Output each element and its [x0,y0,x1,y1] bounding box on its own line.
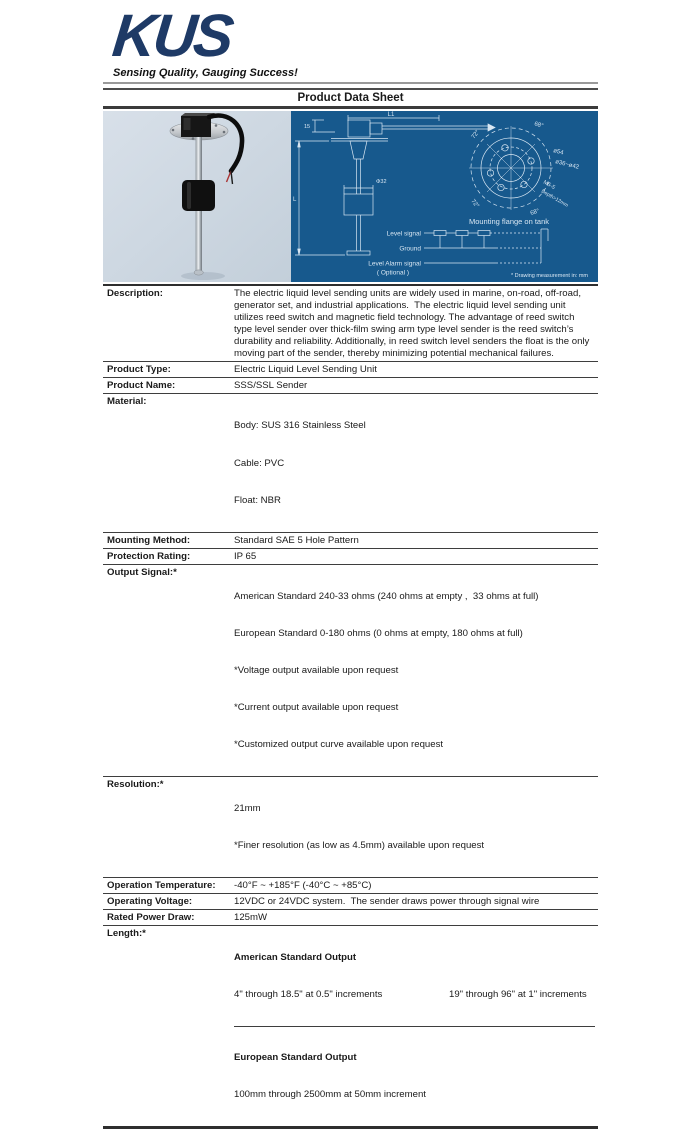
logo-tagline: Sensing Quality, Gauging Success! [113,67,298,79]
operating-voltage-value: 12VDC or 24VDC system. The sender draws power through signal wire [230,894,598,910]
spec-table [103,284,598,1129]
row-mounting-method [103,532,598,548]
output-signal-line: American Standard 240-33 ohms (240 ohms at empty , 33 ohms at full) [234,590,539,602]
row-label: Mounting Method: [103,532,230,548]
material-body: Body: SUS 316 Stainless Steel [234,420,366,432]
row-label: Description: [107,288,163,299]
resolution-line: 21mm [234,803,261,815]
flange-angle-bottom: 68° [529,208,541,217]
shaft-end-cap [194,270,203,275]
sender-head-face [184,118,191,130]
flange-caption: Mounting flange on tank [468,217,550,226]
row-length [103,926,598,1127]
flange-thread-depth: Depth>12mm [540,188,570,209]
rated-power-draw-value: 125mW [230,910,598,926]
row-product-name [103,378,598,394]
row-output-signal [103,564,598,776]
output-signal-line: *Voltage output available upon request [234,664,399,676]
flange-bolt-hole [215,124,218,127]
row-label: Product Name: [103,378,230,394]
flange-angle-top: 68° [533,121,544,130]
length-sub-divider [234,1026,595,1027]
kus-logo: KUS [109,2,235,69]
row-product-type [103,362,598,378]
length-european-line: 100mm through 2500mm at 50mm increment [234,1088,426,1100]
length-american-right: 19" through 96" at 1" increments [449,989,587,1001]
product-photo-svg [103,111,291,282]
row-material [103,394,598,532]
output-signal-line: European Standard 0-180 ohms (0 ohms at empty, 180 ohms at full) [234,627,523,639]
sheet-title: Product Data Sheet [297,92,404,104]
dim-float-diameter-label: Φ32 [376,179,387,185]
flange-thread-spec: M5-5 [542,179,556,191]
material-float: Float: NBR [234,494,281,506]
row-operation-temperature [103,878,598,894]
wiring-ground-label: Ground [399,245,421,253]
logo-block [103,2,598,79]
row-label: Operation Temperature: [103,878,230,894]
figure-panel [103,111,598,282]
document-content [103,2,598,1129]
length-american-left: 4" through 18.5" at 0.5" increments [234,989,383,1001]
row-label: Operating Voltage: [103,894,230,910]
wiring-optional-label: ( Optional ) [376,269,409,277]
flange-bolt-hole [223,131,226,134]
shaft-upper [196,137,203,182]
protection-rating-value: IP 65 [230,548,598,564]
flange-bolt-hole [172,129,175,132]
technical-drawing-svg [291,111,598,282]
dim-l-label: L [293,197,297,203]
description-text: The electric liquid level sending units are widely used in marine, on-road, off-road, generator set, and industrial applications. The electric liquid level sending unit utilizes reed switch and magnetic field technology. The advantage of reed switch type level sender over thick-film swing arm type level sender is the reed switch’s durability and reliability. Additionally, in reed switch level senders the float is the only moving part of the sender, thereby minimizing potential mechanical failures. [234,288,593,359]
mounting-method-value: Standard SAE 5 Hole Pattern [230,532,598,548]
product-photo [103,111,291,282]
wiring-alarm-label: Level Alarm signal [368,260,421,268]
header-divider [103,82,598,90]
title-divider [103,106,598,109]
length-european-header: European Standard Output [234,1051,357,1063]
drawing-measurement-note: * Drawing measurement in: mm [510,273,588,279]
output-signal-line: *Customized output curve available upon request [234,739,444,751]
operation-temperature-value: -40°F ~ +185°F (-40°C ~ +85°C) [230,878,598,894]
float [182,180,215,211]
product-type-value: Electric Liquid Level Sending Unit [230,362,598,378]
row-label: Rated Power Draw: [103,910,230,926]
float-highlight [187,182,191,209]
row-protection-rating [103,548,598,564]
flange-bolt-hole [192,137,195,140]
row-label: Length:* [103,926,230,1127]
row-rated-power-draw [103,910,598,926]
material-cable: Cable: PVC [234,457,285,469]
flange-outer-diameter: ø54 [552,148,565,157]
row-label: Product Type: [103,362,230,378]
shaft-lower [196,211,203,271]
material-value [230,394,598,532]
flange-center-diameter: ø36~ø42 [554,159,580,171]
output-signal-value [230,564,598,776]
flange-angle-upper-left: 72° [470,129,482,141]
resolution-line: *Finer resolution (as low as 4.5mm) available upon request [234,840,485,852]
row-description [103,285,598,362]
dim-l1-label: L1 [387,112,395,118]
length-american-line [234,987,595,1002]
row-label: Resolution:* [103,777,230,878]
technical-drawing [291,111,598,282]
row-label: Material: [103,394,230,532]
flange-angle-lower-left: 72° [469,198,480,210]
row-operating-voltage [103,894,598,910]
wiring-level-signal-label: Level signal [386,230,421,238]
output-signal-line: *Current output available upon request [234,702,399,713]
length-american-header: American Standard Output [234,952,357,964]
resolution-value [230,777,598,878]
row-label: Protection Rating: [103,548,230,564]
row-label: Output Signal:* [103,564,230,776]
row-resolution [103,777,598,878]
product-name-value: SSS/SSL Sender [230,378,598,394]
dim-15-label: 15 [304,124,311,130]
length-value [230,926,598,1127]
